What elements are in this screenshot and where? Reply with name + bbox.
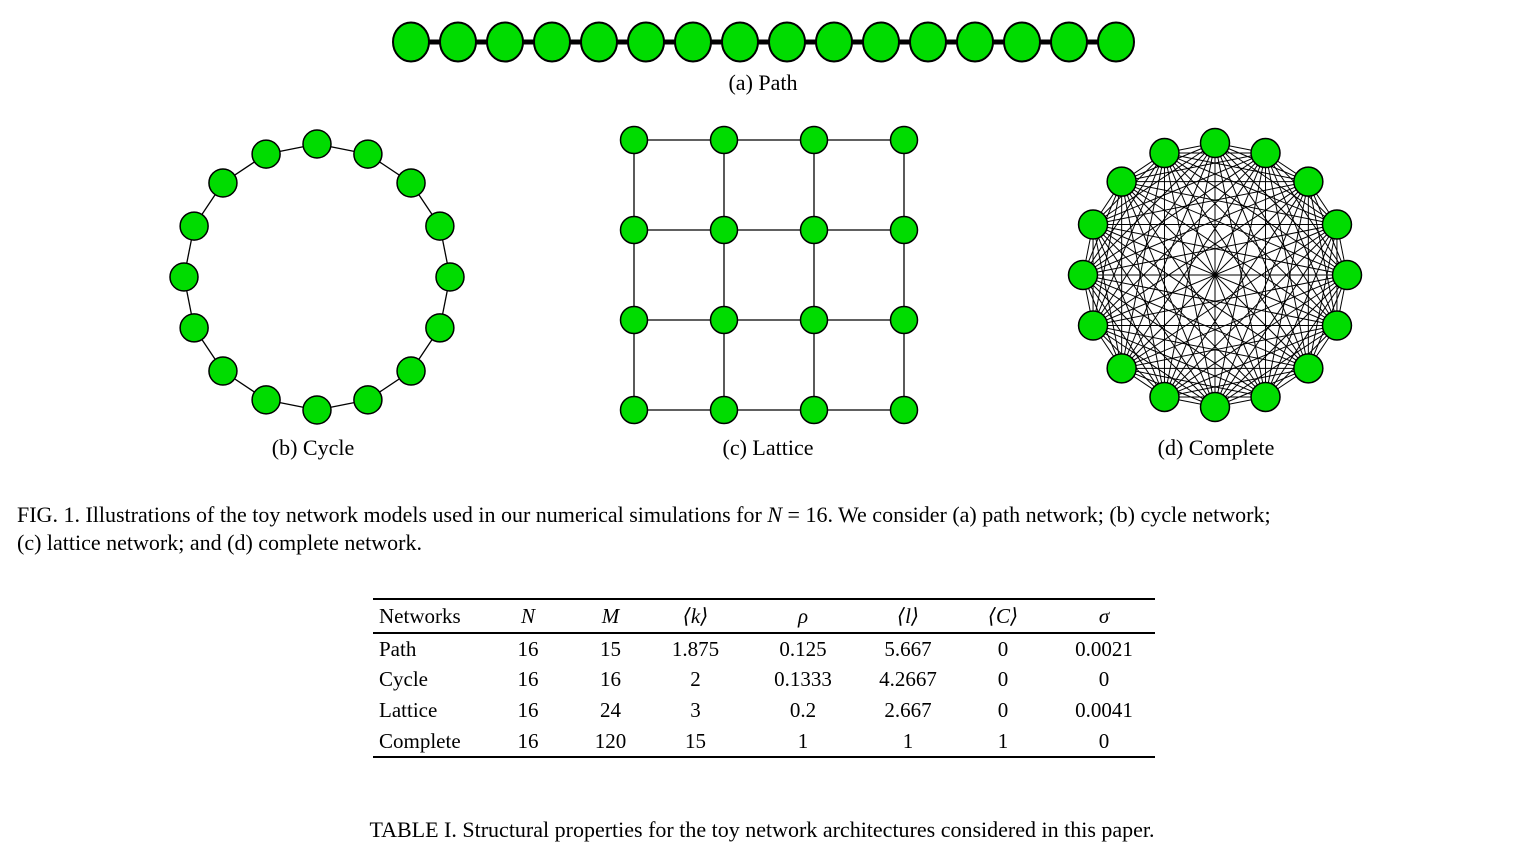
col-header-m: M (601, 603, 620, 628)
cell-value: 3 (690, 698, 701, 722)
cell-value: 0 (997, 698, 1009, 722)
table-row-lattice (373, 695, 1155, 726)
cell-value: 0 (1098, 728, 1110, 753)
table-row-path (373, 633, 1155, 664)
cell-value: 5.667 (884, 636, 932, 661)
cell-value: 16 (600, 667, 621, 691)
panel-label-complete: (d) Complete (1157, 435, 1275, 460)
cell-value: 16 (517, 728, 539, 753)
col-header-clustering: ⟨C⟩ (987, 603, 1019, 628)
col-header-n: N (520, 603, 535, 628)
cell-network-name: Cycle (379, 667, 428, 691)
cell-value: 0.125 (779, 636, 827, 661)
figure-caption-n-symbol: N (767, 502, 783, 527)
cell-value: 0.0021 (1075, 636, 1133, 661)
figure-caption-text: = 16. We consider (a) path network; (b) cycle network; (782, 502, 1271, 527)
cell-network-name: Lattice (379, 698, 438, 722)
properties-table (373, 598, 1155, 758)
cell-value: 2.667 (884, 698, 932, 722)
col-header-rho: ρ (797, 603, 809, 628)
col-header-avg-degree: ⟨k⟩ (682, 603, 709, 628)
panel-label-lattice: (c) Lattice (722, 435, 814, 460)
complete-network-diagram (1065, 125, 1365, 425)
cell-value: 16 (517, 667, 539, 691)
table-caption: TABLE I. Structural properties for the toy network architectures considered in this paper. (369, 817, 1155, 842)
cell-value: 1.875 (671, 636, 720, 661)
cell-value: 2 (690, 667, 701, 691)
cell-value: 24 (600, 698, 621, 722)
cycle-network-diagram (167, 127, 467, 427)
panel-label-cycle: (b) Cycle (271, 435, 355, 460)
cell-value: 1 (997, 728, 1009, 753)
cell-value: 15 (600, 636, 621, 661)
cell-value: 0 (997, 636, 1009, 661)
cell-value: 0 (1098, 667, 1110, 691)
col-header-networks: Networks (379, 603, 461, 628)
figure-caption-text: FIG. 1. Illustrations of the toy network models used in our numerical simulations for (17, 502, 768, 527)
cell-value: 0.2 (789, 698, 817, 722)
figure-caption-line2: (c) lattice network; and (d) complete network. (17, 530, 423, 555)
cell-value: 0.0041 (1075, 698, 1133, 722)
cell-value: 1 (797, 728, 809, 753)
cell-value: 4.2667 (879, 667, 937, 691)
cell-network-name: Complete (379, 728, 461, 753)
panel-label-path: (a) Path (728, 70, 798, 95)
table-row-cycle (373, 664, 1155, 695)
lattice-network-diagram (615, 122, 925, 432)
col-header-sigma: σ (1098, 603, 1110, 628)
path-network-diagram (388, 16, 1148, 68)
cell-value: 1 (902, 728, 914, 753)
figure-caption (17, 501, 1517, 557)
cell-value: 120 (594, 728, 627, 753)
cell-value: 15 (685, 728, 706, 753)
cell-value: 16 (517, 698, 539, 722)
col-header-avg-path-length: ⟨l⟩ (896, 603, 920, 628)
cell-value: 0 (997, 667, 1009, 691)
cell-value: 16 (517, 636, 539, 661)
cell-network-name: Path (379, 636, 417, 661)
table-header-row (373, 599, 1155, 633)
cell-value: 0.1333 (774, 667, 832, 691)
table-row-complete (373, 726, 1155, 757)
